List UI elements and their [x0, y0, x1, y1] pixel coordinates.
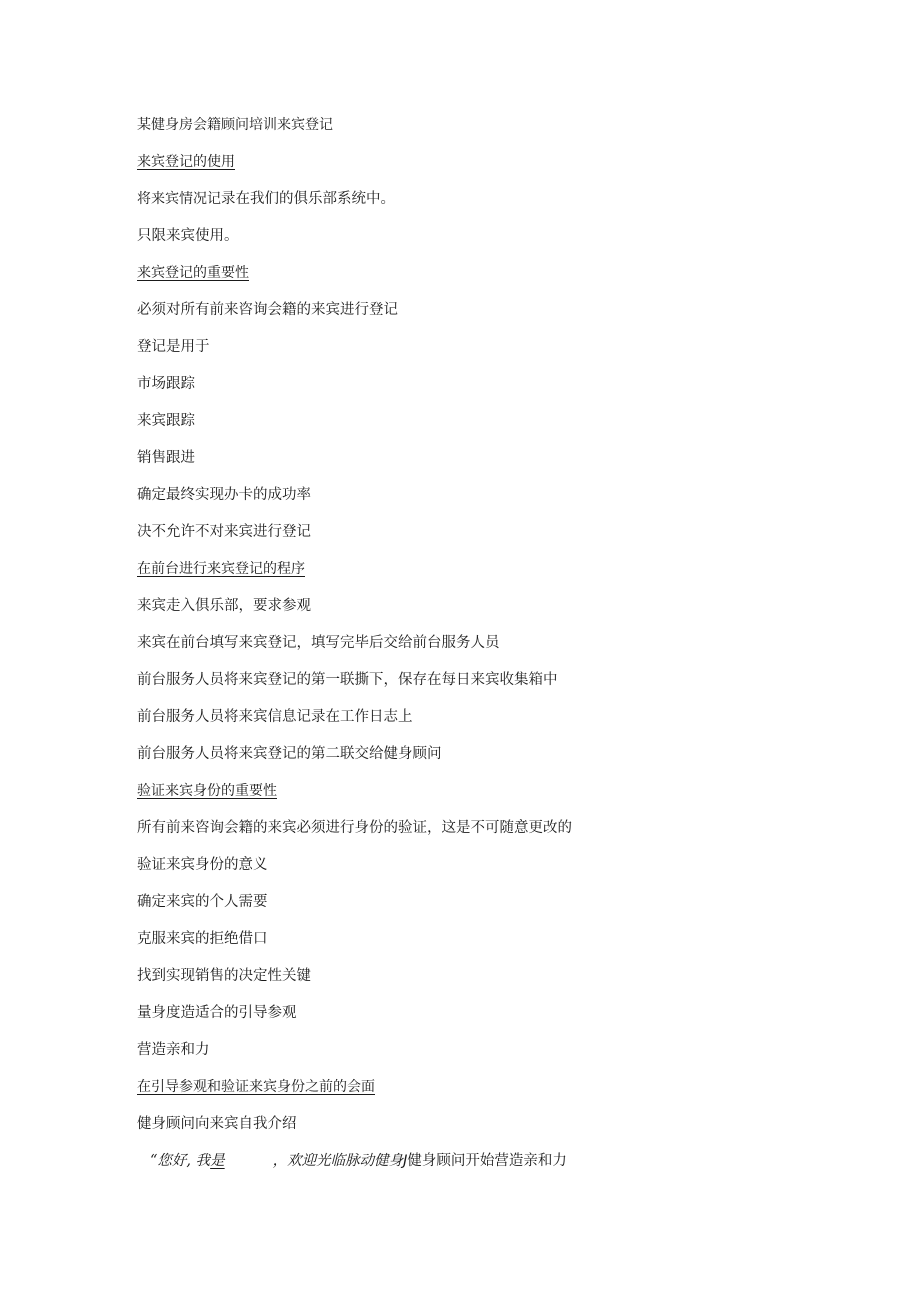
paragraph-line: 量身度造适合的引导参观: [137, 1005, 297, 1021]
paragraph-line: 来宾在前台填写来宾登记，填写完毕后交给前台服务人员: [137, 635, 500, 651]
paragraph-line: [137, 189, 395, 209]
paragraph-line: 前台服务人员将来宾信息记录在工作日志上: [137, 709, 413, 725]
paragraph-line: 营造亲和力: [137, 1042, 210, 1058]
paragraph-line: 所有前来咨询会籍的来宾必须进行身份的验证，这是不可随意更改的: [137, 820, 572, 836]
document-title: 某健身房会籍顾问培训来宾登记: [137, 117, 333, 133]
section-heading-meeting-before-tour: 在引导参观和验证来宾身份之前的会面: [137, 1079, 375, 1095]
section-heading-importance: 来宾登记的重要性: [137, 265, 249, 281]
quote-underlined: 是: [210, 1153, 225, 1169]
paragraph-line: 前台服务人员将来宾登记的第一联撕下，保存在每日来宾收集箱中: [137, 672, 558, 688]
paragraph-line: 市场跟踪: [137, 376, 195, 392]
paragraph-line: 只限来宾使用。: [137, 228, 239, 244]
paragraph-line: 克服来宾的拒绝借口: [137, 931, 268, 947]
paragraph-line: 找到实现销售的决定性关键: [137, 968, 311, 984]
paragraph-line: 销售跟进: [137, 450, 195, 466]
paragraph-line: 决不允许不对来宾进行登记: [137, 524, 311, 540]
section-heading-usage: 来宾登记的使用: [137, 154, 235, 170]
paragraph-line: 确定最终实现办卡的成功率: [137, 487, 311, 503]
paragraph-line: 确定来宾的个人需要: [137, 894, 268, 910]
quote-tail-italic: J: [403, 1153, 408, 1169]
text-fragment: 将来宾情况记: [137, 191, 221, 207]
paragraph-line: 前台服务人员将来宾登记的第二联交给健身顾问: [137, 746, 442, 762]
paragraph-line: 必须对所有前来咨询会籍的来宾进行登记: [137, 302, 398, 318]
text-fragment: 录在我们的俱乐部系统中。: [221, 191, 395, 207]
quote-open: “您好, 我: [150, 1153, 211, 1169]
paragraph-line: 登记是用于: [137, 339, 210, 355]
paragraph-line: 来宾走入俱乐部，要求参观: [137, 598, 311, 614]
section-heading-front-desk-procedure: 在前台进行来宾登记的程序: [137, 561, 305, 577]
greeting-quote: [150, 1151, 567, 1171]
quote-tail: 健身顾问开始营造亲和力: [407, 1153, 567, 1169]
paragraph-line: 健身顾问向来宾自我介绍: [137, 1116, 297, 1132]
paragraph-line: 验证来宾身份的意义: [137, 857, 268, 873]
quote-middle: ，欢迎光临脉动健身: [272, 1153, 404, 1169]
section-heading-identity-verification: 验证来宾身份的重要性: [137, 783, 277, 799]
paragraph-line: 来宾跟踪: [137, 413, 195, 429]
